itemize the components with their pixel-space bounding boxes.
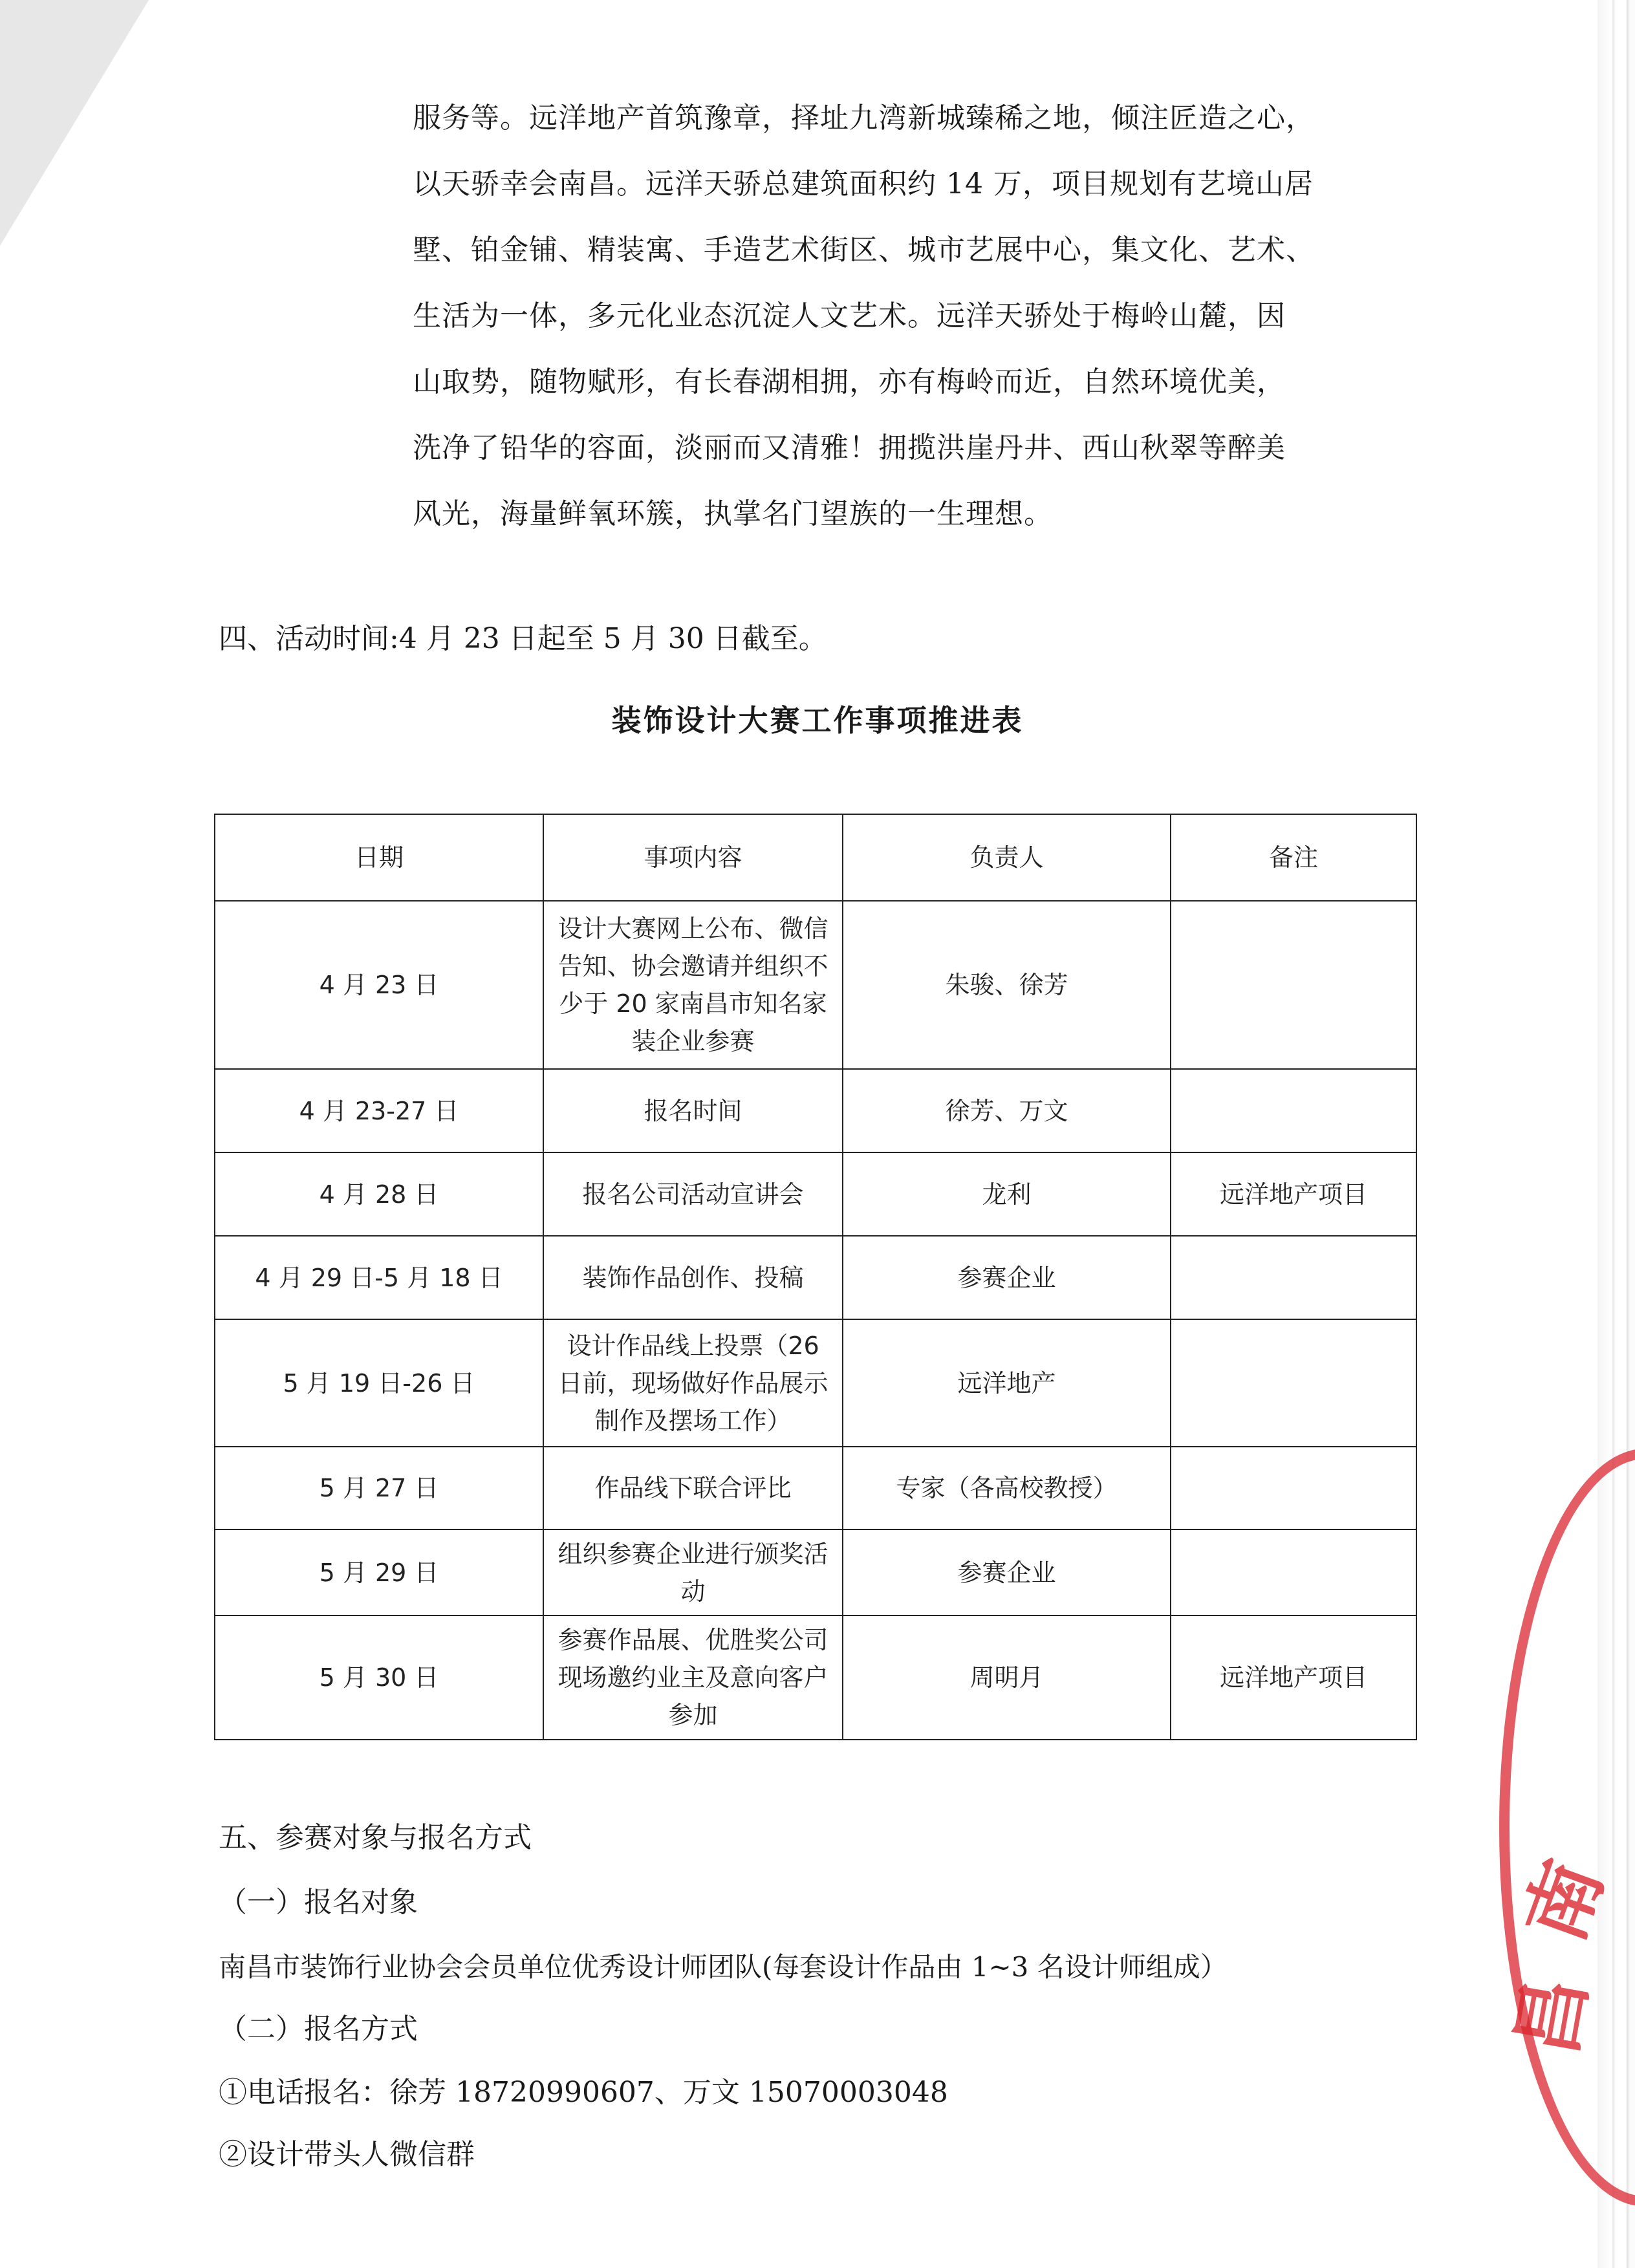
table-row (215, 1152, 1416, 1236)
cell-note (1171, 901, 1416, 1069)
header-note: 备注 (1171, 814, 1416, 901)
cell-date: 5 月 19 日-26 日 (215, 1319, 543, 1447)
intro-line: 洗净了铅华的容面，淡丽而又清雅！拥揽洪崖丹井、西山秋翠等醉美 (413, 431, 1286, 464)
cell-owner: 徐芳、万文 (843, 1069, 1171, 1152)
cell-owner: 远洋地产 (843, 1319, 1171, 1447)
table-row (215, 1615, 1416, 1740)
cell-date: 4 月 29 日-5 月 18 日 (215, 1236, 543, 1319)
cell-date: 5 月 29 日 (215, 1529, 543, 1615)
intro-line: 墅、铂金铺、精装寓、手造艺术街区、城市艺展中心，集文化、艺术、 (413, 233, 1315, 266)
cell-content: 参赛作品展、优胜奖公司现场邀约业主及意向客户参加 (543, 1615, 843, 1740)
cell-owner: 周明月 (843, 1615, 1171, 1740)
cell-note (1171, 1529, 1416, 1615)
seal-glyph: 南 (1510, 1849, 1621, 1953)
section5-sub1: （一）报名对象 (219, 1886, 418, 1919)
table-row (215, 1529, 1416, 1615)
intro-paragraph (413, 85, 1396, 547)
header-owner: 负责人 (843, 814, 1171, 901)
cell-owner: 参赛企业 (843, 1529, 1171, 1615)
intro-line: 服务等。远洋地产首筑豫章，择址九湾新城臻稀之地，倾注匠造之心， (413, 102, 1315, 135)
header-content: 事项内容 (543, 814, 843, 901)
cell-content: 报名公司活动宣讲会 (543, 1152, 843, 1236)
cell-content: 组织参赛企业进行颁奖活动 (543, 1529, 843, 1615)
cell-owner: 参赛企业 (843, 1236, 1171, 1319)
cell-note (1171, 1236, 1416, 1319)
table-header-row (215, 814, 1416, 901)
cell-date: 4 月 23-27 日 (215, 1069, 543, 1152)
cell-date: 4 月 28 日 (215, 1152, 543, 1236)
cell-content: 设计作品线上投票（26 日前，现场做好作品展示制作及摆场工作） (543, 1319, 843, 1447)
cell-content: 报名时间 (543, 1069, 843, 1152)
cell-content: 设计大赛网上公布、微信告知、协会邀请并组织不少于 20 家南昌市知名家装企业参赛 (543, 901, 843, 1069)
cell-note: 远洋地产项目 (1171, 1152, 1416, 1236)
intro-line: 以天骄幸会南昌。远洋天骄总建筑面积约 14 万，项目规划有艺境山居 (413, 167, 1314, 200)
section5-item1: ①电话报名：徐芳 18720990607、万文 15070003048 (219, 2076, 948, 2109)
section5-sub1-text: 南昌市装饰行业协会会员单位优秀设计师团队(每套设计作品由 1~3 名设计师组成） (219, 1951, 1228, 1983)
cell-owner: 龙利 (843, 1152, 1171, 1236)
section5-item2: ②设计带头人微信群 (219, 2138, 475, 2171)
cell-owner: 专家（各高校教授） (843, 1447, 1171, 1529)
schedule-table (214, 814, 1417, 1740)
cell-date: 5 月 30 日 (215, 1615, 543, 1740)
intro-line: 风光，海量鲜氧环簇，执掌名门望族的一生理想。 (413, 497, 1053, 530)
cell-note: 远洋地产项目 (1171, 1615, 1416, 1740)
section4-heading: 四、活动时间:4 月 23 日起至 5 月 30 日截至。 (219, 622, 827, 655)
table-row (215, 1069, 1416, 1152)
header-date: 日期 (215, 814, 543, 901)
seal-glyph: 昌 (1501, 1970, 1604, 2062)
cell-note (1171, 1447, 1416, 1529)
table-row (215, 1236, 1416, 1319)
table-row (215, 1319, 1416, 1447)
cell-content: 作品线下联合评比 (543, 1447, 843, 1529)
intro-line: 生活为一体，多元化业态沉淀人文艺术。远洋天骄处于梅岭山麓，因 (413, 299, 1286, 332)
table-row (215, 1447, 1416, 1529)
cell-date: 4 月 23 日 (215, 901, 543, 1069)
folded-corner (0, 0, 149, 246)
cell-note (1171, 1069, 1416, 1152)
cell-owner: 朱骏、徐芳 (843, 901, 1171, 1069)
cell-content: 装饰作品创作、投稿 (543, 1236, 843, 1319)
section5-heading: 五、参赛对象与报名方式 (219, 1821, 532, 1854)
cell-date: 5 月 27 日 (215, 1447, 543, 1529)
intro-line: 山取势，随物赋形，有长春湖相拥，亦有梅岭而近，自然环境优美， (413, 365, 1286, 398)
section5-sub2: （二）报名方式 (219, 2013, 418, 2046)
cell-note (1171, 1319, 1416, 1447)
table-title: 装饰设计大赛工作事项推进表 (611, 703, 1024, 738)
table-row (215, 901, 1416, 1069)
